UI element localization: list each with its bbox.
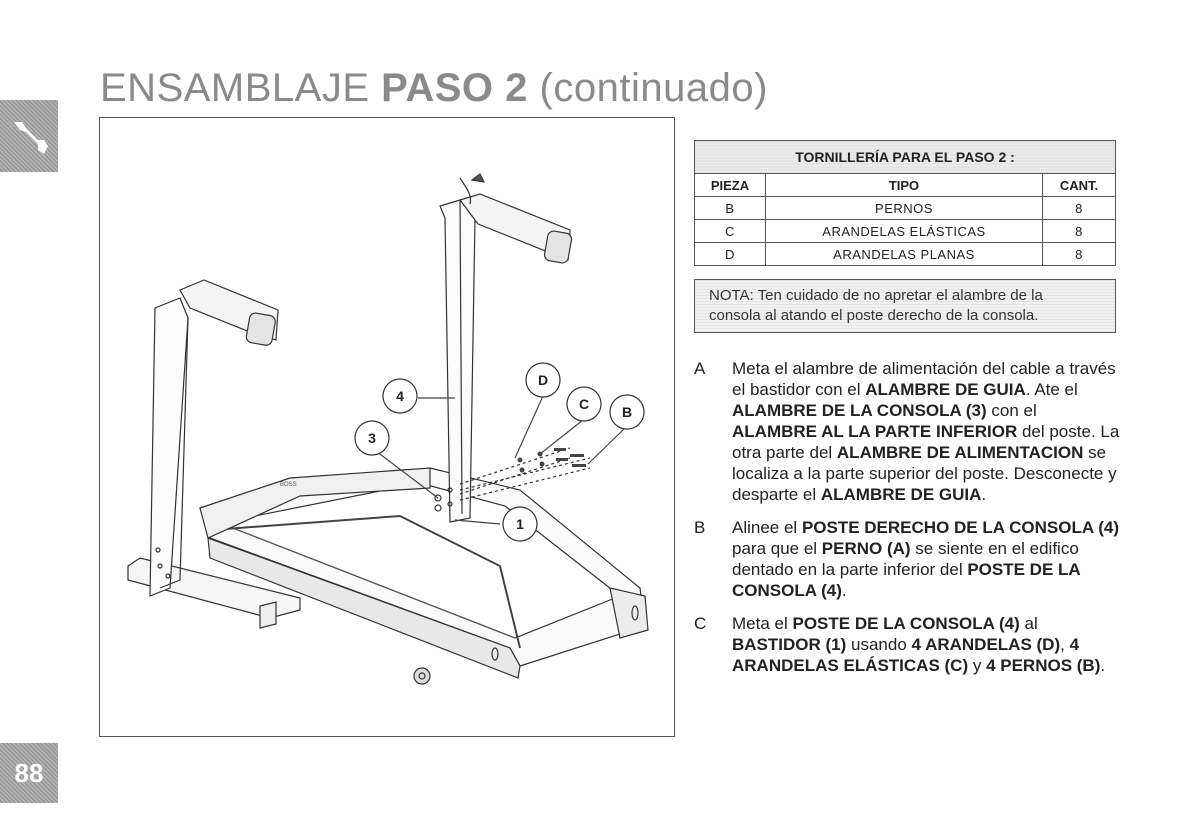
callout-1-label: 1 — [516, 516, 524, 532]
title-step: PASO 2 — [381, 66, 528, 110]
callout-c-label: C — [578, 396, 590, 412]
callout-3-label: 3 — [368, 430, 376, 446]
step-run: . — [981, 485, 987, 504]
hardware-table — [694, 140, 1116, 266]
cell-type: ARANDELAS ELÁSTICAS — [766, 220, 1043, 243]
col-header-type: TIPO — [766, 174, 1043, 197]
cell-qty: 8 — [1043, 220, 1116, 243]
left-console-post — [150, 298, 188, 596]
note-line-1: NOTA: Ten cuidado de no apretar el alambre de la — [709, 287, 1043, 304]
step-run: . Ate el — [1025, 380, 1078, 399]
assembly-illustration — [99, 117, 675, 737]
callout-4-label: 4 — [396, 388, 404, 404]
section-tab — [0, 100, 58, 172]
title-light: ENSAMBLAJE — [100, 66, 382, 110]
step-letter: A — [694, 359, 706, 378]
note-line-2: consola al atando el poste derecho de la consola. — [709, 307, 1039, 324]
table-row — [695, 197, 1116, 220]
callout-d-label: D — [537, 372, 549, 388]
step-run: , — [1060, 635, 1070, 654]
step-run: con el — [986, 401, 1037, 420]
step-c — [694, 613, 1124, 676]
step-emphasis: PERNO (A) — [821, 539, 911, 558]
step-a — [694, 358, 1124, 505]
step-b — [694, 517, 1124, 601]
step-emphasis: ALAMBRE DE LA CONSOLA (3) — [732, 401, 987, 420]
step-run: del poste. La otra parte del — [732, 422, 1120, 462]
cell-type: PERNOS — [766, 197, 1043, 220]
callout-b-label: B — [621, 404, 633, 420]
page-number: 88 — [0, 743, 58, 803]
title-suffix: (continuado) — [527, 66, 768, 110]
rear-foot — [260, 602, 276, 628]
cell-piece: C — [695, 220, 766, 243]
instruction-steps — [694, 358, 1124, 688]
step-emphasis: ALAMBRE DE GUIA — [865, 380, 1026, 399]
wrench-icon — [8, 114, 52, 158]
col-header-piece: PIEZA — [695, 174, 766, 197]
cell-piece: D — [695, 243, 766, 266]
cell-qty: 8 — [1043, 197, 1116, 220]
step-emphasis: POSTE DERECHO DE LA CONSOLA (4) — [801, 518, 1119, 537]
table-row — [695, 243, 1116, 266]
step-emphasis: ALAMBRE AL LA PARTE INFERIOR — [732, 422, 1018, 441]
step-emphasis: BASTIDOR (1) — [732, 635, 847, 654]
bolt-heads — [518, 448, 587, 473]
treadmill-diagram — [100, 118, 676, 738]
step-letter: B — [694, 518, 706, 537]
step-emphasis: ALAMBRE DE GUIA — [820, 485, 982, 504]
cell-qty: 8 — [1043, 243, 1116, 266]
step-run: para que el — [732, 539, 822, 558]
transport-wheel — [414, 668, 430, 684]
step-emphasis: POSTE DE LA CONSOLA (4) — [792, 614, 1020, 633]
step-emphasis: 4 ARANDELAS ELÁSTICAS (C) — [732, 635, 1080, 675]
step-run: se localiza a la parte superior del poste. Desconecte y desparte el — [732, 443, 1117, 504]
deck-logo: BOSS — [280, 482, 297, 488]
step-emphasis: ALAMBRE DE ALIMENTACION — [836, 443, 1084, 462]
step-run: al — [1019, 614, 1038, 633]
col-header-qty: CANT. — [1043, 174, 1116, 197]
step-run: se siente en el edifico dentado en la parte inferior del — [732, 539, 1079, 579]
step-letter: C — [694, 614, 707, 633]
hardware-table-caption: TORNILLERÍA PARA EL PASO 2 : — [695, 141, 1116, 174]
cell-type: ARANDELAS PLANAS — [766, 243, 1043, 266]
step-run: Meta el alambre de alimentación del cable a través el bastidor con el — [732, 359, 1116, 399]
table-row — [695, 220, 1116, 243]
step-run: y — [968, 656, 987, 675]
step-emphasis: 4 ARANDELAS (D) — [911, 635, 1061, 654]
cell-piece: B — [695, 197, 766, 220]
step-run: . — [841, 581, 847, 600]
step-run: Meta el — [732, 614, 793, 633]
step-run: usando — [846, 635, 912, 654]
step-run: . — [1100, 656, 1106, 675]
step-text — [732, 358, 1124, 505]
step-text — [732, 517, 1124, 601]
note-box — [694, 279, 1116, 333]
step-emphasis: 4 PERNOS (B) — [986, 656, 1101, 675]
step-text — [732, 613, 1124, 676]
step-emphasis: POSTE DE LA CONSOLA (4) — [732, 560, 1081, 600]
step-run: Alinee el — [732, 518, 802, 537]
page-title — [100, 66, 768, 111]
